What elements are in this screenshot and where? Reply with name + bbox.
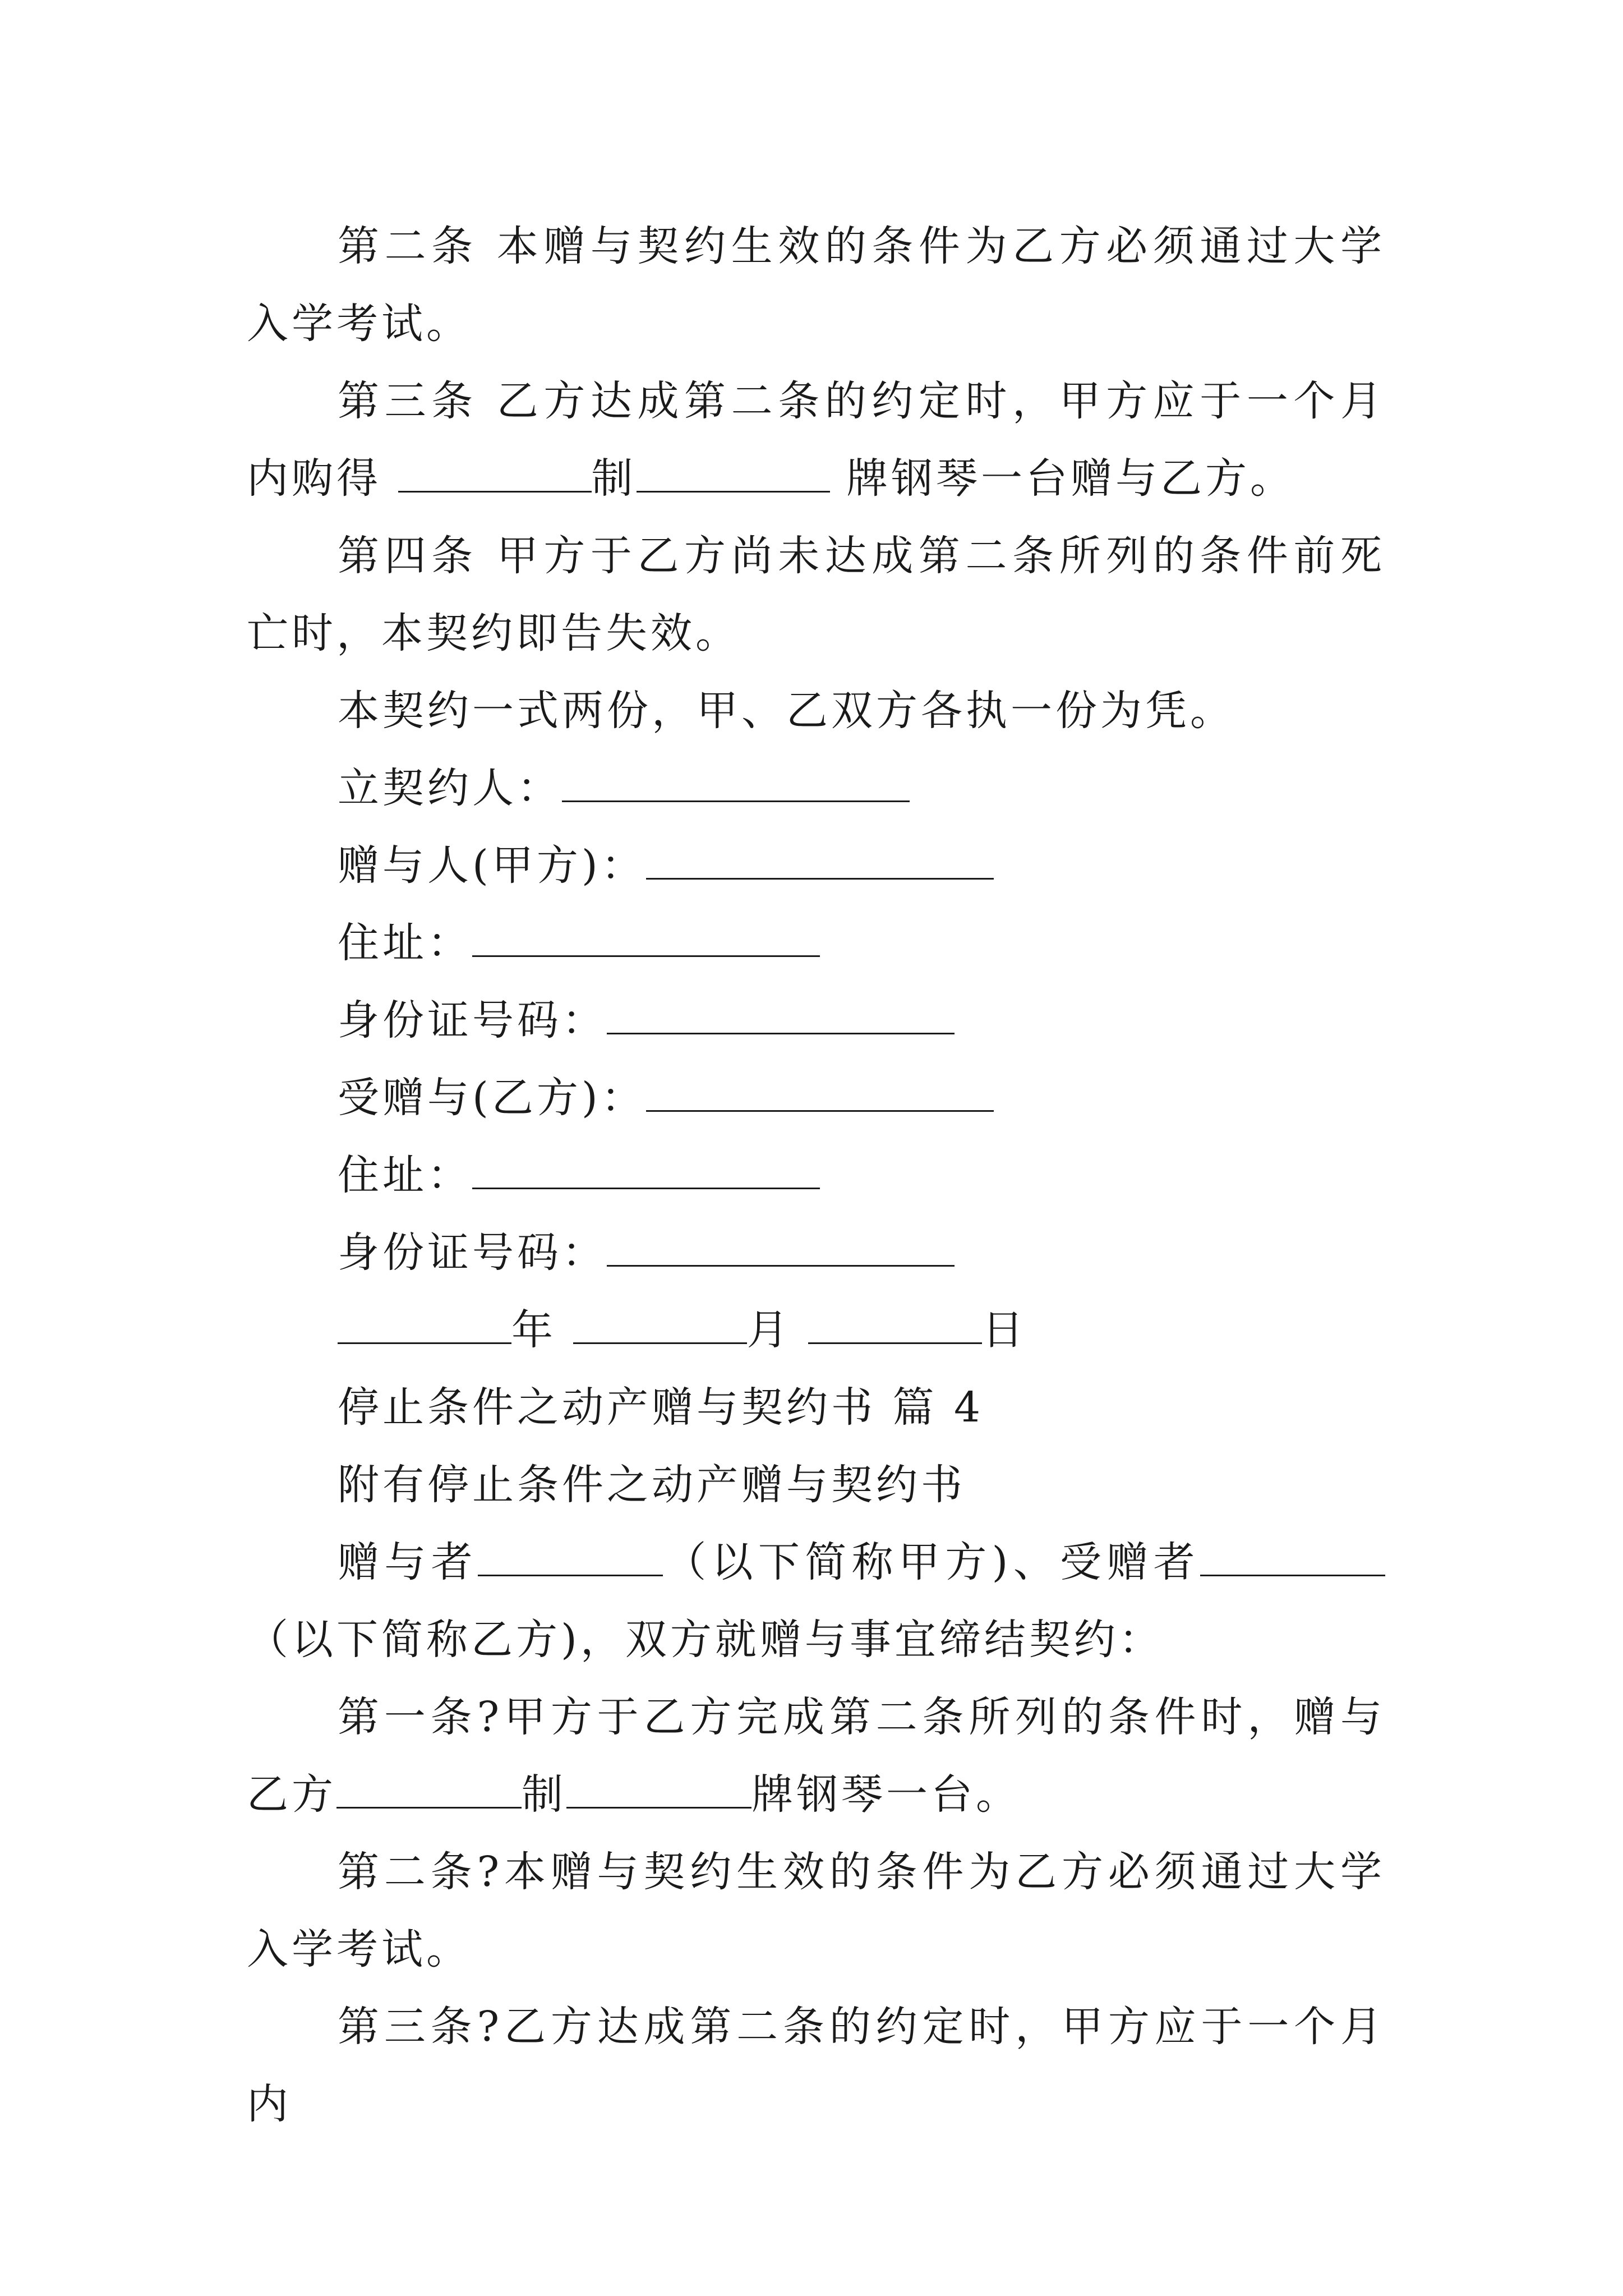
day-blank[interactable] bbox=[808, 1308, 982, 1344]
donor-address-blank[interactable] bbox=[472, 921, 820, 957]
copies-paragraph: 本契约一式两份，甲、乙双方各执一份为凭。 bbox=[338, 687, 1235, 735]
document-subtitle: 附有停止条件之动产赠与契约书 bbox=[338, 1461, 966, 1509]
article-2-paragraph: 第二条 本赠与契约生效的条件为乙方必须通过大学入学考试。 bbox=[247, 222, 1385, 348]
blank-field[interactable] bbox=[336, 1772, 522, 1809]
date-line: 年 月 日 bbox=[247, 1291, 1385, 1369]
donor-address-line: 住址： bbox=[247, 904, 1385, 982]
month-blank[interactable] bbox=[573, 1308, 747, 1344]
donee-line: 受赠与(乙方)： bbox=[247, 1059, 1385, 1137]
donee-address-line: 住址： bbox=[247, 1137, 1385, 1214]
article-4-paragraph: 第四条 甲方于乙方尚未达成第二条所列的条件前死亡时，本契约即告失效。 bbox=[247, 532, 1385, 657]
document-body bbox=[247, 208, 1385, 2143]
blank-field[interactable] bbox=[566, 1772, 751, 1809]
donee-id-line: 身份证号码： bbox=[247, 1214, 1385, 1291]
year-blank[interactable] bbox=[338, 1308, 511, 1344]
parties-paragraph: 赠与者 （以下简称甲方)、受赠者（以下简称乙方)，双方就赠与事宜缔结契约： bbox=[247, 1524, 1385, 1678]
article-3-paragraph-repeat: 第三条?乙方达成第二条的约定时，甲方应于一个月内 bbox=[247, 2003, 1385, 2128]
section-title: 停止条件之动产赠与契约书 篇 4 bbox=[338, 1383, 984, 1432]
donee-name-blank[interactable] bbox=[1200, 1540, 1385, 1576]
article-3-paragraph: 第三条 乙方达成第二条的约定时，甲方应于一个月内购得 制 牌钢琴一台赠与乙方。 bbox=[247, 377, 1385, 503]
donor-id-blank[interactable] bbox=[607, 998, 955, 1034]
donor-name-blank[interactable] bbox=[478, 1540, 663, 1576]
donee-blank[interactable] bbox=[646, 1075, 994, 1112]
article-1-paragraph: 第一条?甲方于乙方完成第二条所列的条件时，赠与乙方 制 牌钢琴一台。 bbox=[247, 1693, 1385, 1819]
blank-field[interactable] bbox=[637, 456, 830, 493]
donee-id-blank[interactable] bbox=[607, 1230, 955, 1267]
signatory-line: 立契约人： bbox=[247, 749, 1385, 827]
donor-id-line: 身份证号码： bbox=[247, 982, 1385, 1059]
signatory-blank[interactable] bbox=[562, 766, 910, 802]
article-2-paragraph-repeat: 第二条?本赠与契约生效的条件为乙方必须通过大学入学考试。 bbox=[247, 1848, 1385, 1973]
donor-line: 赠与人(甲方)： bbox=[247, 827, 1385, 904]
donee-address-blank[interactable] bbox=[472, 1153, 820, 1189]
donor-blank[interactable] bbox=[646, 843, 994, 880]
blank-field[interactable] bbox=[398, 456, 592, 493]
